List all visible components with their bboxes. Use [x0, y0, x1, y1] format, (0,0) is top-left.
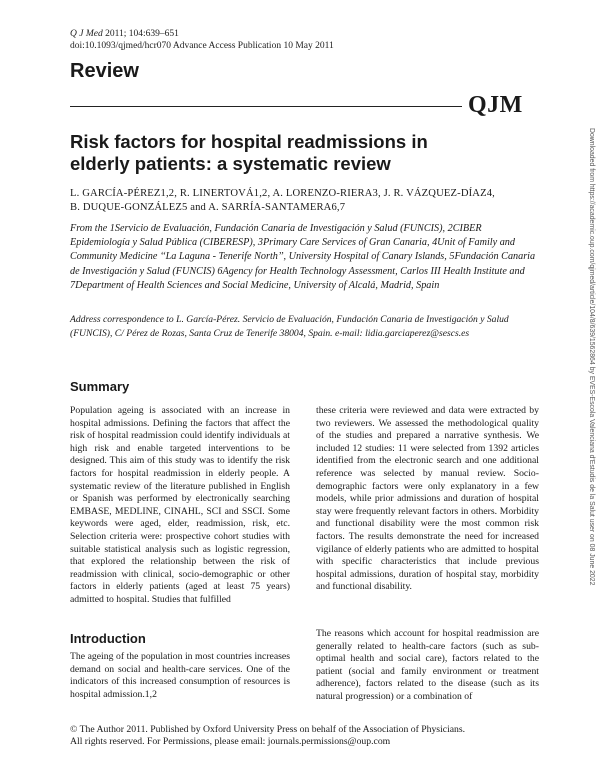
section-label: Review: [70, 60, 139, 82]
author-list: [70, 187, 540, 215]
journal-abbrev: Q J Med: [70, 29, 103, 39]
authors-line-2: B. DUQUE-GONZÁLEZ5 and A. SARRÍA-SANTAMERA6,7: [70, 202, 346, 213]
correspondence-address: Address correspondence to L. García-Pérez. Servicio de Evaluación, Fundación Canaria de Investigación y Salud (FUNCIS), C/ Pérez de Rozas, Santa Cruz de Tenerife 38004, Spain. e-mail: lidia.garciaperez@sescs.es: [70, 314, 509, 339]
permissions-line: All rights reserved. For Permissions, please email: journals.permissions@oup.com: [70, 736, 391, 747]
introduction-heading: Introduction: [70, 631, 146, 646]
header-rule: [70, 106, 462, 107]
summary-text-left: Population ageing is associated with an increase in hospital admissions. Defining the factors that affect the risk of hospital readmission could identify individuals at high risk and enable targeted interventions to be designed. This aim of this study was to identify the risk factors for hospital readmission in elderly people. A systematic review of the literature published in English or Spanish was performed by electronically searching EMBASE, MEDLINE, CINAHL, SCI and SSCI. Some keywords were aged, elder, readmission, risk, etc. Selection criteria were: prospective cohort studies with suitable statistical analysis such as logistic regression, that explored the relationship between the risk of readmission with clinical, socio-demographic or other factors in elderly patients (aged at least 75 years) admitted to hospital. Studies that fulfilled: [70, 405, 290, 605]
summary-heading: Summary: [70, 379, 130, 394]
journal-citation: [70, 28, 179, 40]
journal-logo: QJM: [468, 92, 523, 118]
affiliations: From the 1Servicio de Evaluación, Fundación Canaria de Investigación y Salud (FUNCIS), 2CIBER Epidemiología y Salud Pública (CIBERESP), 3Primary Care Services of Gran Canaria, 4Unit of Family and Community Medicine ‘‘La Laguna - Tenerife North’’, University Hospital of Canary Islands, 5Fundación Canaria de Investigación y Salud (FUNCIS) 6Agency for Health Technology Assessment, Carlos III Health Institute and 7Department of Health Sciences and Social Medicine, University of Alcalá, Madrid, Spain: [70, 223, 536, 291]
year-volume-pages: 2011; 104:639–651: [105, 29, 179, 39]
summary-text-right: these criteria were reviewed and data were extracted by two reviewers. We assessed the methodological quality of the studies and prepared a narrative synthesis. We included 12 studies: 11 were selected from 1392 articles identified from the electronic search and one additional reference was selected by manual review. Socio-demographic factors were only explanatory in a few models, while prior admissions and duration of hospital stay were frequently relevant factors in others. Morbidity and functional disability were the most common risk factors. The results demonstrate the need for increased vigilance of elderly patients who are admitted to hospital with specific characteristics that include previous hospital admissions, duration of hospital stay, morbidity and functional disability.: [316, 405, 539, 593]
introduction-text-left: The ageing of the population in most countries increases demand on social and health-care services. One of the indicators of this increased consumption of resources is hospital admission.1,2: [70, 651, 290, 700]
download-watermark: Downloaded from https://academic.oup.com/qjmed/article/104/8/639/1562864 by EVES-Escola Valenciana d'Estudis de la Salut user on 08 June 2022: [588, 128, 595, 586]
article-title: Risk factors for hospital readmissions in elderly patients: a systematic review: [70, 131, 428, 174]
doi-line: doi:10.1093/qjmed/hcr070 Advance Access Publication 10 May 2011: [70, 41, 334, 51]
authors-line-1: L. GARCÍA-PÉREZ1,2, R. LINERTOVÁ1,2, A. LORENZO-RIERA3, J. R. VÁZQUEZ-DÍAZ4,: [70, 188, 495, 199]
introduction-text-right: The reasons which account for hospital readmission are generally related to health-care factors (such as sub-optimal health and social care), factors related to the patient (social and family environment or treatment adherence), factors related to the disease (such as its natural progression) or a combination of: [316, 628, 539, 702]
copyright-line: © The Author 2011. Published by Oxford University Press on behalf of the Association of Physicians.: [70, 724, 466, 735]
